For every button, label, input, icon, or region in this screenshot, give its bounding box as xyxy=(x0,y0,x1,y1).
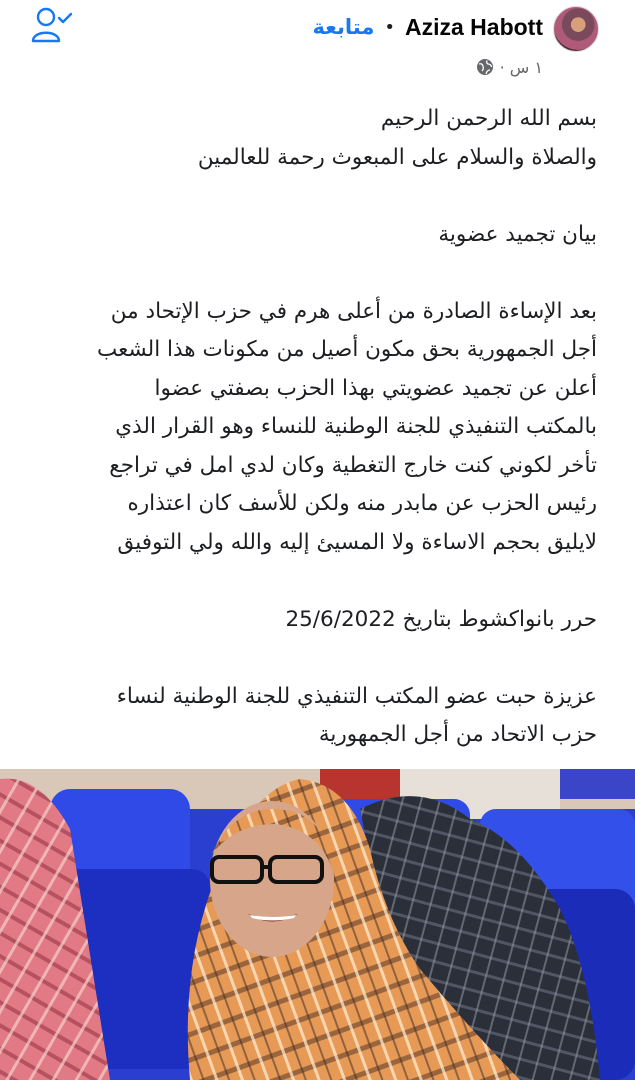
post-text-line: حزب الاتحاد من أجل الجمهورية xyxy=(318,722,597,747)
post-text-line: والصلاة والسلام على المبعوث رحمة للعالمين xyxy=(197,144,597,170)
post-text-line: رئيس الحزب عن مابدر منه ولكن للأسف كان اعتذاره xyxy=(127,491,597,516)
paragraph-gap xyxy=(18,639,597,678)
post-photo[interactable] xyxy=(0,769,635,1080)
post-text-line: أعلن عن تجميد عضويتي بهذا الحزب بصفتي عضوا xyxy=(154,375,597,401)
post-body xyxy=(18,100,597,755)
post-text-line: بسم الله الرحمن الرحيم xyxy=(380,106,597,131)
follow-button[interactable]: متابعة xyxy=(312,15,375,39)
post-text-line: بعد الإساءة الصادرة من أعلى هرم في حزب الإتحاد من xyxy=(110,298,597,324)
author-name[interactable]: Aziza Habott xyxy=(405,13,543,40)
paragraph-gap xyxy=(18,562,597,601)
post-header xyxy=(0,0,635,90)
paragraph-gap xyxy=(18,254,597,293)
author-line xyxy=(312,12,543,42)
person-check-icon[interactable] xyxy=(30,5,74,45)
avatar[interactable] xyxy=(553,6,599,52)
paragraph-gap xyxy=(18,177,597,216)
post-text-line: عزيزة حبت عضو المكتب التنفيذي للجنة الوطنية لنساء xyxy=(116,683,597,709)
post-text-line: حرر بانواكشوط بتاريخ 25/6/2022 xyxy=(285,606,597,632)
post-text-line: بيان تجميد عضوية xyxy=(438,221,597,247)
separator-dot: • xyxy=(384,16,395,38)
post-meta xyxy=(476,54,543,80)
post-text-line: بالمكتب التنفيذي للجنة الوطنية للنساء وهو القرار الذي xyxy=(115,414,597,439)
post-text-line: أجل الجمهورية بحق مكون أصيل من مكونات هذا الشعب xyxy=(97,337,597,362)
globe-icon xyxy=(476,58,494,76)
post-text-line: تأخر لكوني كنت خارج التغطية وكان لدي امل في تراجع xyxy=(109,452,597,478)
timestamp[interactable]: ١ س · xyxy=(499,57,543,77)
post-text-line: لايليق بحجم الاساءة ولا المسيئ إليه والله ولي التوفيق xyxy=(117,529,597,555)
